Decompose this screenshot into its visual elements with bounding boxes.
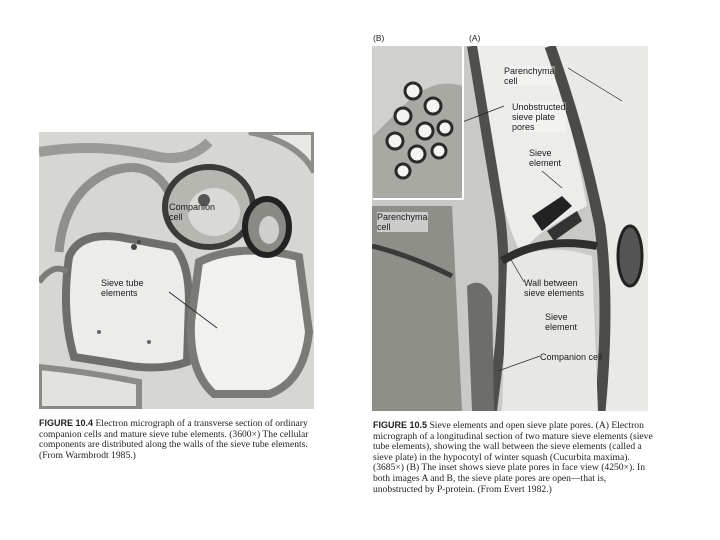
parenchyma-cell-left-label: Parenchyma cell <box>377 212 428 232</box>
panel-a-tag: (A) <box>469 33 481 43</box>
figure-10-5-caption <box>373 420 658 495</box>
figure-10-4-micrograph <box>39 132 314 409</box>
figure-10-4-number: FIGURE 10.4 <box>39 418 94 428</box>
transverse-section-image <box>39 132 314 409</box>
panel-b-tag: (B) <box>373 33 385 43</box>
figure-10-4-caption <box>39 418 317 461</box>
companion-cell-label: Companion cell <box>169 202 216 222</box>
figure-10-4-caption-text: Electron micrograph of a transverse section of ordinary companion cells and mature sieve tube elements. (3600×) The cellular components are distributed along the walls of the sieve tube elements. (From Warmbrodt 1985.) <box>39 418 309 461</box>
sieve-plate-face-view-image <box>373 46 462 198</box>
companion-cell-label-a: Companion cell <box>540 352 603 362</box>
sieve-element-bottom-label: Sieve element <box>545 312 578 332</box>
parenchyma-cell-top-label: Parenchyma cell <box>504 66 555 86</box>
figure-10-5-caption-text: Sieve elements and open sieve plate pores. (A) Electron micrograph of a longitudinal section of two mature sieve elements (sieve tube elements), showing the wall between the sieve elements (called a sieve plate) in the hypocotyl of winter squash (Cucurbita maxima). (3685×) (B) The inset shows sieve plate pores in face view (4250×). In both images A and B, the sieve plate pores are open—that is, unobstructed by P-protein. (From Evert 1982.) <box>373 420 653 495</box>
sieve-tube-elements-label: Sieve tube elements <box>101 278 144 298</box>
figure-10-5-number: FIGURE 10.5 <box>373 420 428 430</box>
sieve-element-top-label: Sieve element <box>529 148 562 168</box>
unobstructed-pores-label: Unobstructed sieve plate pores <box>512 102 566 132</box>
wall-between-label: Wall between sieve elements <box>524 278 585 298</box>
panel-b-inset <box>373 46 464 200</box>
